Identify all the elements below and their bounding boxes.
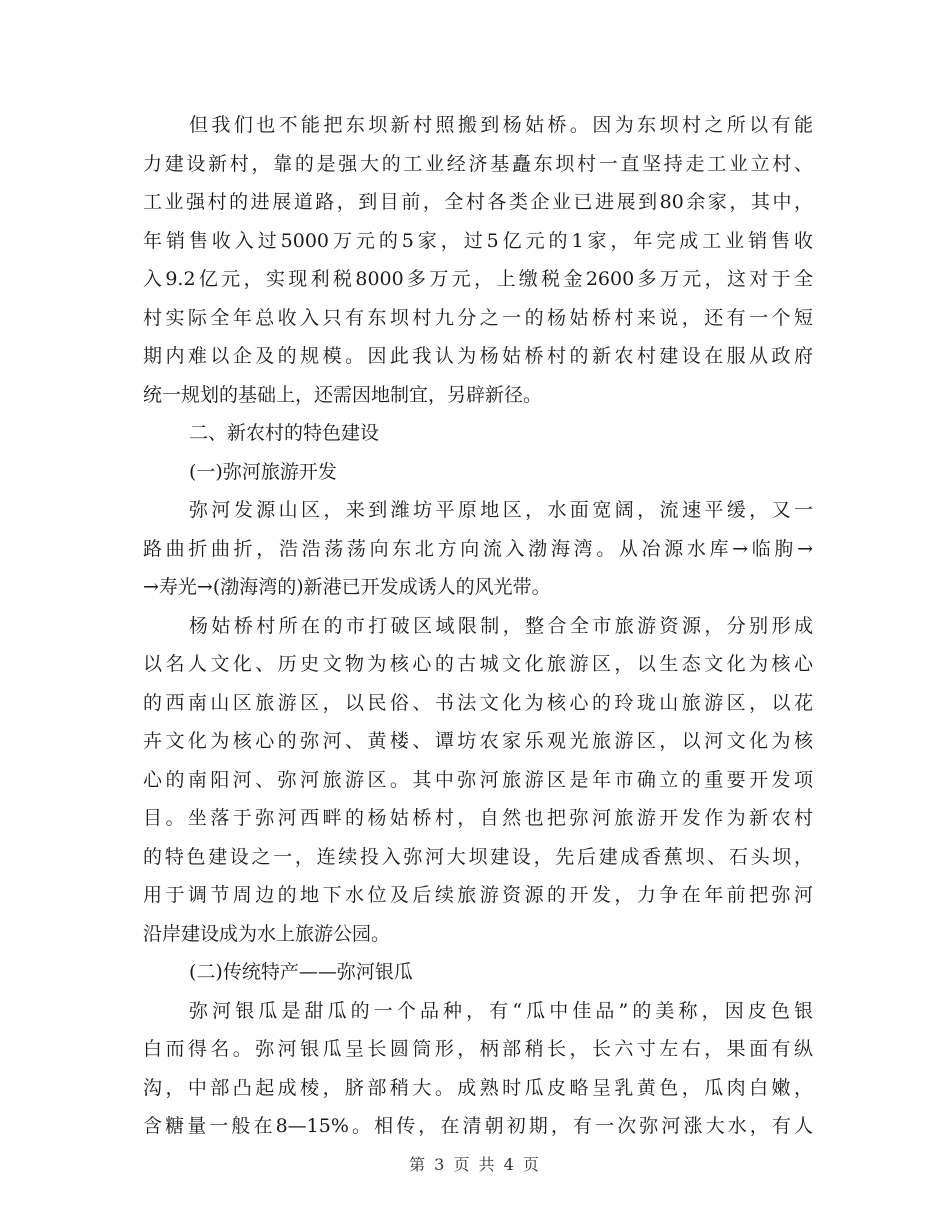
subsection-heading: (二)传统特产——弥河银瓜 [189, 961, 413, 983]
paragraph-line: 的特色建设之一，连续投入弥河大坝建设，先后建成香蕉坝、石头坝， [143, 845, 813, 868]
paragraph-line: 但我们也不能把东坝新村照搬到杨姑桥。因为东坝村之所以有能 [189, 114, 813, 136]
paragraph-line: 弥河发源山区，来到潍坊平原地区，水面宽阔，流速平缓，又一 [189, 499, 813, 521]
paragraph-line: 路曲折曲折，浩浩荡荡向东北方向流入渤海湾。从冶源水库→临朐→ [143, 537, 813, 560]
paragraph-line: 白而得名。弥河银瓜呈长圆筒形，柄部稍长，长六寸左右，果面有纵 [143, 1038, 813, 1060]
paragraph-line: 入9.2亿元，实现利税8000多万元，上缴税金2600多万元，这对于全 [143, 268, 813, 290]
subsection-heading: (一)弥河旅游开发 [189, 460, 337, 483]
paragraph-line: 弥河银瓜是甜瓜的一个品种，有“瓜中佳品”的美称，因皮色银 [189, 999, 813, 1022]
paragraph-line: 目。坐落于弥河西畔的杨姑桥村，自然也把弥河旅游开发作为新农村 [143, 807, 813, 829]
paragraph-line: 期内难以企及的规模。因此我认为杨姑桥村的新农村建设在服从政府 [143, 345, 813, 367]
body-text [143, 106, 813, 1146]
paragraph-line: 含糖量一般在8—15%。相传，在清朝初期，有一次弥河涨大水，有人 [143, 1115, 813, 1137]
section-heading: 二、新农村的特色建设 [189, 422, 380, 444]
paragraph-line: 的西南山区旅游区，以民俗、书法文化为核心的玲珑山旅游区，以花 [143, 691, 813, 714]
paragraph-line: 沟，中部凸起成棱，脐部稍大。成熟时瓜皮略呈乳黄色，瓜肉白嫩， [143, 1076, 813, 1099]
paragraph-line: 杨姑桥村所在的市打破区域限制，整合全市旅游资源，分别形成 [189, 614, 813, 637]
paragraph-line: 工业强村的进展道路，到目前，全村各类企业已进展到80余家，其中， [143, 191, 813, 213]
paragraph-line: 力建设新村，靠的是强大的工业经济基矗东坝村一直坚持走工业立村、 [143, 152, 813, 175]
paragraph-line: 卉文化为核心的弥河、黄楼、谭坊农家乐观光旅游区，以河文化为核 [143, 730, 813, 752]
paragraph-line: 沿岸建设成为水上旅游公园。 [143, 922, 391, 945]
page-footer: 第 3 页 共 4 页 [409, 1155, 541, 1174]
paragraph-line: 年销售收入过5000万元的5家，过5亿元的1家，年完成工业销售收 [143, 229, 813, 252]
paragraph-line: 统一规划的基础上，还需因地制宜，另辟新径。 [143, 383, 543, 406]
paragraph-line: 心的南阳河、弥河旅游区。其中弥河旅游区是年市确立的重要开发项 [143, 768, 813, 791]
paragraph-line: 村实际全年总收入只有东坝村九分之一的杨姑桥村来说，还有一个短 [143, 306, 813, 329]
paragraph-line: 用于调节周边的地下水位及后续旅游资源的开发，力争在年前把弥河 [143, 884, 813, 906]
paragraph-line: →寿光→(渤海湾的)新港已开发成诱人的风光带。 [143, 576, 551, 598]
paragraph-line: 以名人文化、历史文物为核心的古城文化旅游区，以生态文化为核心 [143, 653, 813, 675]
